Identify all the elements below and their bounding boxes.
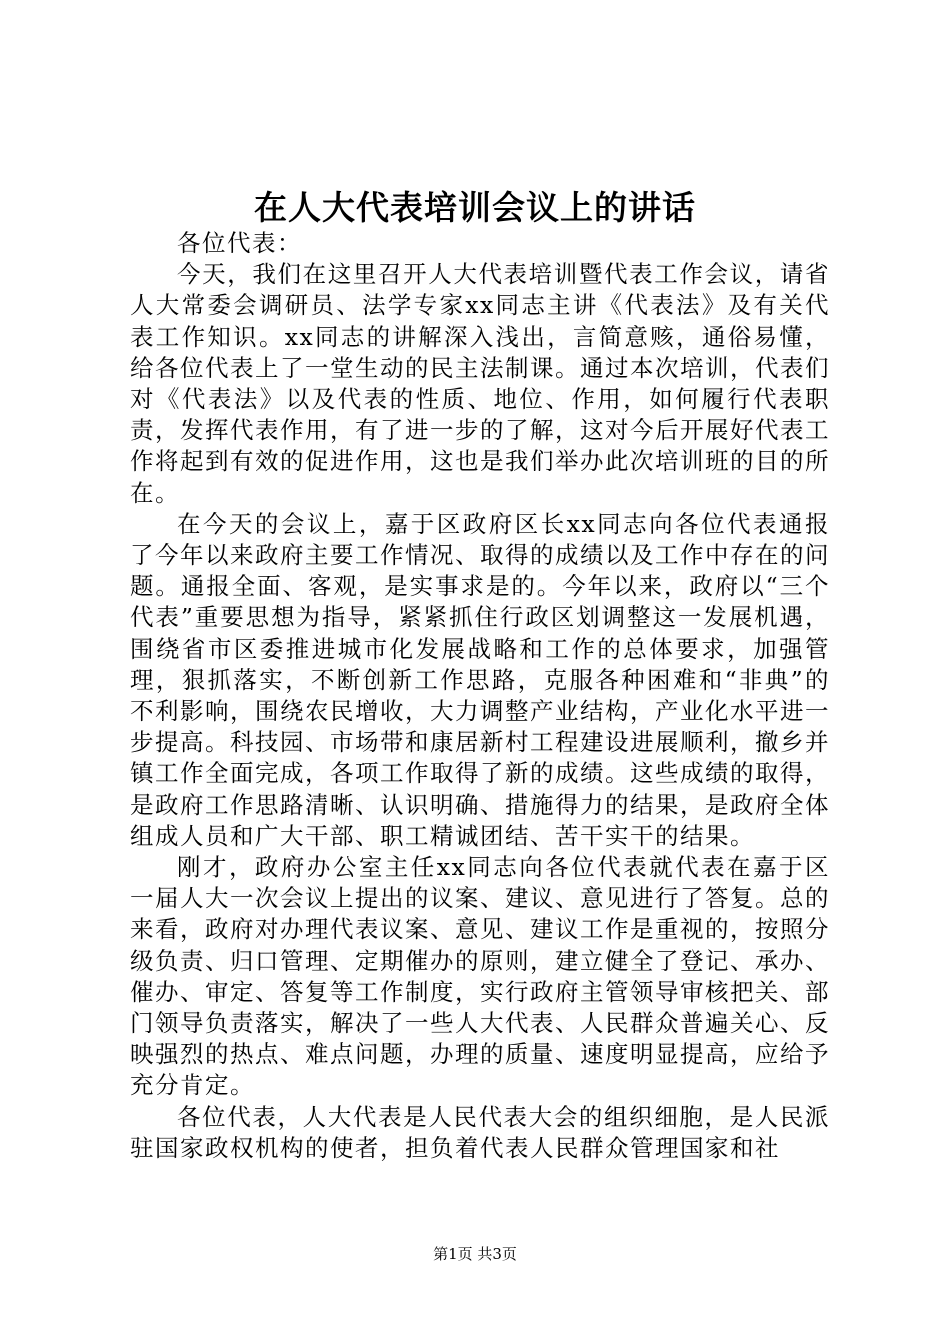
body-paragraph: 在今天的会议上，嘉于区政府区长xx同志向各位代表通报了今年以来政府主要工作情况、取得的成绩以及工作中存在的问题。通报全面、客观，是实事求是的。今年以来，政府以“三个代表”重要思想为指导，紧紧抓住行政区划调整这一发展机遇，围绕省市区委推进城市化发展战略和工作的总体要求，加强管理，狠抓落实，不断创新工作思路，克服各种困难和“非典”的不利影响，围绕农民增收，大力调整产业结构，产业化水平进一步提高。科技园、市场带和康居新村工程建设进展顺利，撤乡并镇工作全面完成，各项工作取得了新的成绩。这些成绩的取得，是政府工作思路清晰、认识明确、措施得力的结果，是政府全体组成人员和广大干部、职工精诚团结、苦干实干的结果。 — [130, 509, 830, 850]
page-number-footer: 第1页 共3页 — [433, 1245, 517, 1263]
salutation: 各位代表： — [177, 229, 302, 257]
body-paragraph: 各位代表，人大代表是人民代表大会的组织细胞，是人民派驻国家政权机构的使者，担负着代表人民群众管理国家和社 — [130, 1102, 830, 1162]
body-paragraph: 刚才，政府办公室主任xx同志向各位代表就代表在嘉于区一届人大一次会议上提出的议案、建议、意见进行了答复。总的来看，政府对办理代表议案、意见、建议工作是重视的，按照分级负责、归口管理、定期催办的原则，建立健全了登记、承办、催办、审定、答复等工作制度，实行政府主管领导审核把关、部门领导负责落实，解决了一些人大代表、人民群众普遍关心、反映强烈的热点、难点问题，办理的质量、速度明显提高，应给予充分肯定。 — [130, 853, 830, 1100]
body-paragraph: 今天，我们在这里召开人大代表培训暨代表工作会议，请省人大常委会调研员、法学专家xx同志主讲《代表法》及有关代表工作知识。xx同志的讲解深入浅出，言简意赅，通俗易懂，给各位代表上了一堂生动的民主法制课。通过本次培训，代表们对《代表法》以及代表的性质、地位、作用，如何履行代表职责，发挥代表作用，有了进一步的了解，这对今后开展好代表工作将起到有效的促进作用，这也是我们举办此次培训班的目的所在。 — [130, 260, 830, 507]
document-body — [130, 228, 830, 1164]
document-title: 在人大代表培训会议上的讲话 — [254, 188, 696, 227]
